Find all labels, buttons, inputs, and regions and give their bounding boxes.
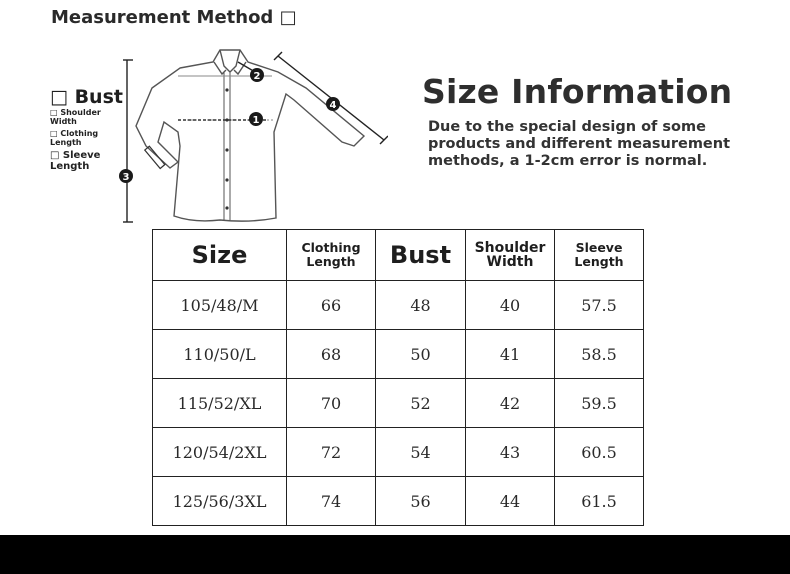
cell-bust: 56 [376, 477, 466, 526]
cell-size: 120/54/2XL [153, 428, 287, 477]
cell-clothing-length: 70 [287, 379, 376, 428]
cell-clothing-length: 72 [287, 428, 376, 477]
legend-sleeve-length: □ Sleeve Length [50, 150, 101, 172]
cell-sleeve-length: 59.5 [555, 379, 644, 428]
svg-text:2: 2 [253, 71, 261, 82]
table-row [153, 281, 644, 330]
cell-clothing-length: 66 [287, 281, 376, 330]
bottom-black-bar [0, 535, 790, 574]
marker-4-icon [326, 97, 340, 111]
header-bust: Bust [376, 230, 466, 281]
cell-sleeve-length: 61.5 [555, 477, 644, 526]
table-row [153, 428, 644, 477]
cell-sleeve-length: 57.5 [555, 281, 644, 330]
header-clothing-length: Clothing Length [287, 230, 376, 281]
shirt-outline-icon [136, 50, 364, 221]
cell-sleeve-length: 60.5 [555, 428, 644, 477]
cell-shoulder-width: 40 [466, 281, 555, 330]
header-sleeve-length: Sleeve Length [555, 230, 644, 281]
cell-size: 110/50/L [153, 330, 287, 379]
cell-size: 125/56/3XL [153, 477, 287, 526]
cell-bust: 52 [376, 379, 466, 428]
cell-bust: 54 [376, 428, 466, 477]
cell-bust: 48 [376, 281, 466, 330]
header-shoulder-width: Shoulder Width [466, 230, 555, 281]
legend-bust: □ Bust [50, 86, 123, 108]
svg-text:4: 4 [329, 100, 337, 111]
cell-clothing-length: 74 [287, 477, 376, 526]
svg-text:1: 1 [252, 115, 260, 126]
marker-2-icon [250, 68, 264, 82]
marker-3-icon [119, 169, 133, 183]
marker-1-icon [249, 112, 263, 126]
size-information-title: Size Information [422, 72, 733, 111]
size-table [152, 229, 644, 526]
cell-size: 105/48/M [153, 281, 287, 330]
header-size: Size [153, 230, 287, 281]
cell-clothing-length: 68 [287, 330, 376, 379]
legend-shoulder-width: □ Shoulder Width [50, 108, 101, 126]
cell-size: 115/52/XL [153, 379, 287, 428]
cell-shoulder-width: 43 [466, 428, 555, 477]
cell-shoulder-width: 41 [466, 330, 555, 379]
cell-sleeve-length: 58.5 [555, 330, 644, 379]
cell-shoulder-width: 42 [466, 379, 555, 428]
size-error-note: Due to the special design of some products and different measurement methods, a 1-2cm error is normal. [428, 119, 731, 169]
shirt-measurement-diagram [118, 42, 388, 232]
legend-clothing-length: □ Clothing Length [50, 129, 99, 147]
measurement-method-title: Measurement Method □ [51, 7, 297, 28]
table-row [153, 379, 644, 428]
table-row [153, 330, 644, 379]
table-row [153, 477, 644, 526]
cell-shoulder-width: 44 [466, 477, 555, 526]
svg-text:3: 3 [122, 172, 130, 183]
cell-bust: 50 [376, 330, 466, 379]
table-header-row [153, 230, 644, 281]
